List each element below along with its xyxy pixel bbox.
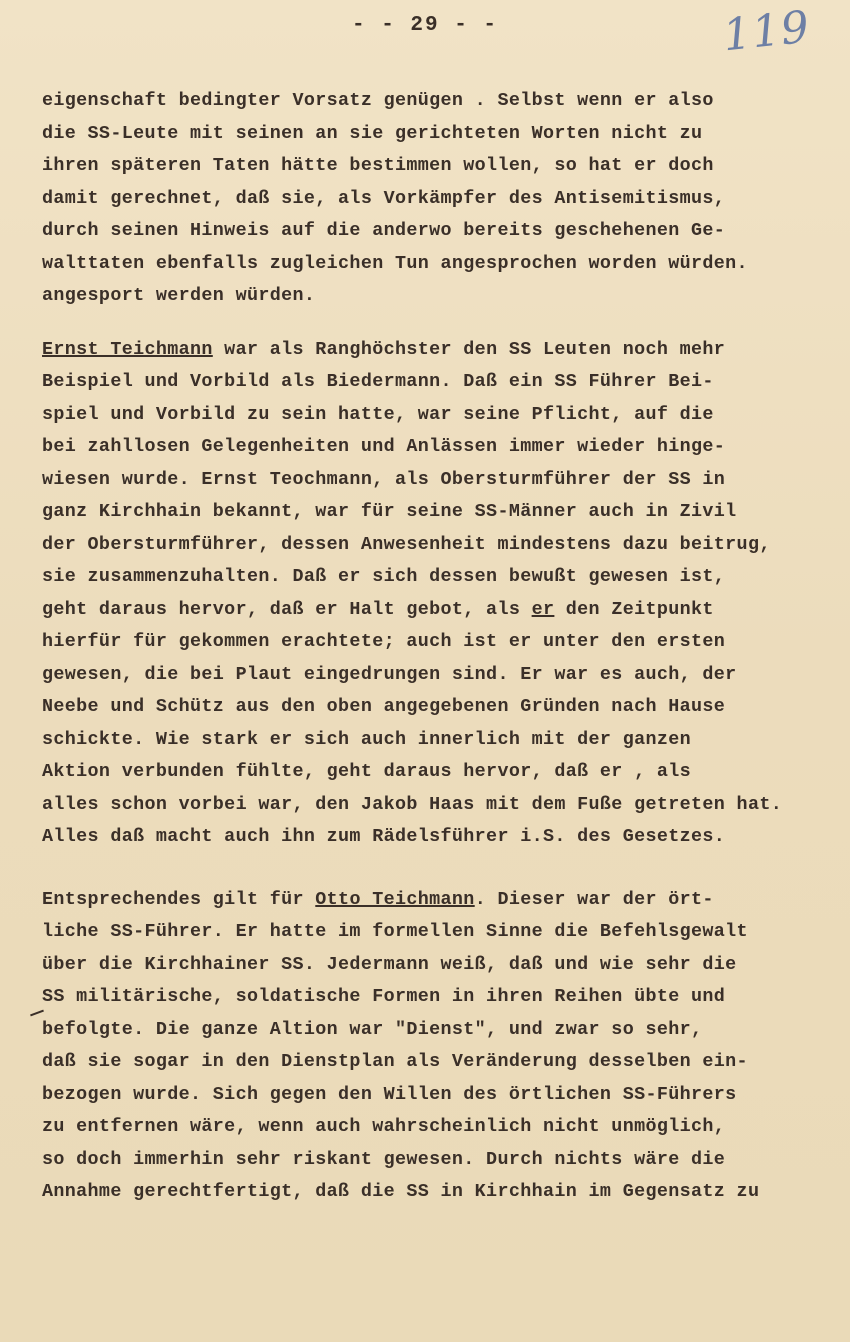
text-line: der Obersturmführer, dessen Anwesenheit mindestens dazu beitrug, <box>42 533 771 555</box>
text-line: bei zahllosen Gelegenheiten und Anlässen immer wieder hinge- <box>42 436 726 457</box>
text-line: alles schon vorbei war, den Jakob Haas mit dem Fuße getreten hat. <box>42 793 783 815</box>
text-line: sie zusammenzuhalten. Daß er sich dessen bewußt gewesen ist, <box>42 566 726 587</box>
text-line: zu entfernen wäre, wenn auch wahrscheinlich nicht unmöglich, <box>42 1116 726 1137</box>
text-line <box>42 594 842 627</box>
text-line: Beispiel und Vorbild als Biedermann. Daß ein SS Führer Bei- <box>42 371 714 392</box>
text-span: geht daraus hervor, daß er Halt gebot, als <box>42 598 532 620</box>
paragraph-3 <box>42 884 842 1209</box>
text-line: ganz Kirchhain bekannt, war für seine SS-Männer auch in Zivil <box>42 501 737 522</box>
text-line: ihren späteren Taten hätte bestimmen wollen, so hat er doch <box>42 155 714 176</box>
text-line: Alles daß macht auch ihn zum Rädelsführer i.S. des Gesetzes. <box>42 826 726 847</box>
page-number: - - 29 - - <box>351 14 499 37</box>
text-span: Entsprechendes gilt für <box>42 888 316 910</box>
paragraph-2 <box>42 334 842 854</box>
text-span: . Dieser war der ört- <box>474 888 714 910</box>
text-line: über die Kirchhainer SS. Jedermann weiß, daß und wie sehr die <box>42 953 737 975</box>
text-line: bezogen wurde. Sich gegen den Willen des örtlichen SS-Führers <box>42 1083 737 1105</box>
text-line: Neebe und Schütz aus den oben angegebenen Gründen nach Hause <box>42 696 726 717</box>
name-ernst-teichmann: Ernst Teichmann <box>42 338 213 360</box>
paragraph-1 <box>42 85 842 313</box>
text-line: Aktion verbunden fühlte, geht daraus hervor, daß er , als <box>42 761 692 782</box>
underlined-er: er <box>531 598 555 620</box>
text-line: liche SS-Führer. Er hatte im formellen Sinne die Befehlsgewalt <box>42 921 748 942</box>
text-line: befolgte. Die ganze Altion war "Dienst", und zwar so sehr, <box>42 1018 703 1040</box>
text-line: damit gerechnet, daß sie, als Vorkämpfer des Antisemitismus, <box>42 187 726 209</box>
text-line: spiel und Vorbild zu sein hatte, war seine Pflicht, auf die <box>42 403 714 425</box>
text-line: walttaten ebenfalls zugleichen Tun angesprochen worden würden. <box>42 252 748 274</box>
text-line: wiesen wurde. Ernst Teochmann, als Obersturmführer der SS in <box>42 468 726 490</box>
text-line: so doch immerhin sehr riskant gewesen. Durch nichts wäre die <box>42 1148 726 1170</box>
name-otto-teichmann: Otto Teichmann <box>315 888 475 910</box>
text-line: hierfür für gekommen erachtete; auch ist er unter den ersten <box>42 631 726 652</box>
text-line: durch seinen Hinweis auf die anderwo bereits geschehenen Ge- <box>42 220 726 241</box>
text-line <box>42 884 842 917</box>
text-line: daß sie sogar in den Dienstplan als Veränderung desselben ein- <box>42 1051 748 1072</box>
text-line: angesport werden würden. <box>42 285 316 306</box>
text-line: SS militärische, soldatische Formen in ihren Reihen übte und <box>42 986 726 1007</box>
paragraph-gap <box>42 313 842 334</box>
handwritten-archive-number: 119 <box>720 1 813 62</box>
text-line: eigenschaft bedingter Vorsatz genügen . Selbst wenn er also <box>42 90 714 111</box>
typed-body-text <box>42 85 842 1209</box>
text-span: den Zeitpunkt <box>554 598 714 620</box>
text-line: die SS-Leute mit seinen an sie gerichteten Worten nicht zu <box>42 122 703 144</box>
text-line <box>42 334 842 367</box>
text-line: Annahme gerechtfertigt, daß die SS in Kirchhain im Gegensatz zu <box>42 1181 760 1202</box>
text-line: schickte. Wie stark er sich auch innerlich mit der ganzen <box>42 728 692 750</box>
paragraph-gap <box>42 854 842 884</box>
text-line: gewesen, die bei Plaut eingedrungen sind. Er war es auch, der <box>42 663 737 685</box>
text-span: war als Ranghöchster den SS Leuten noch mehr <box>212 338 726 360</box>
